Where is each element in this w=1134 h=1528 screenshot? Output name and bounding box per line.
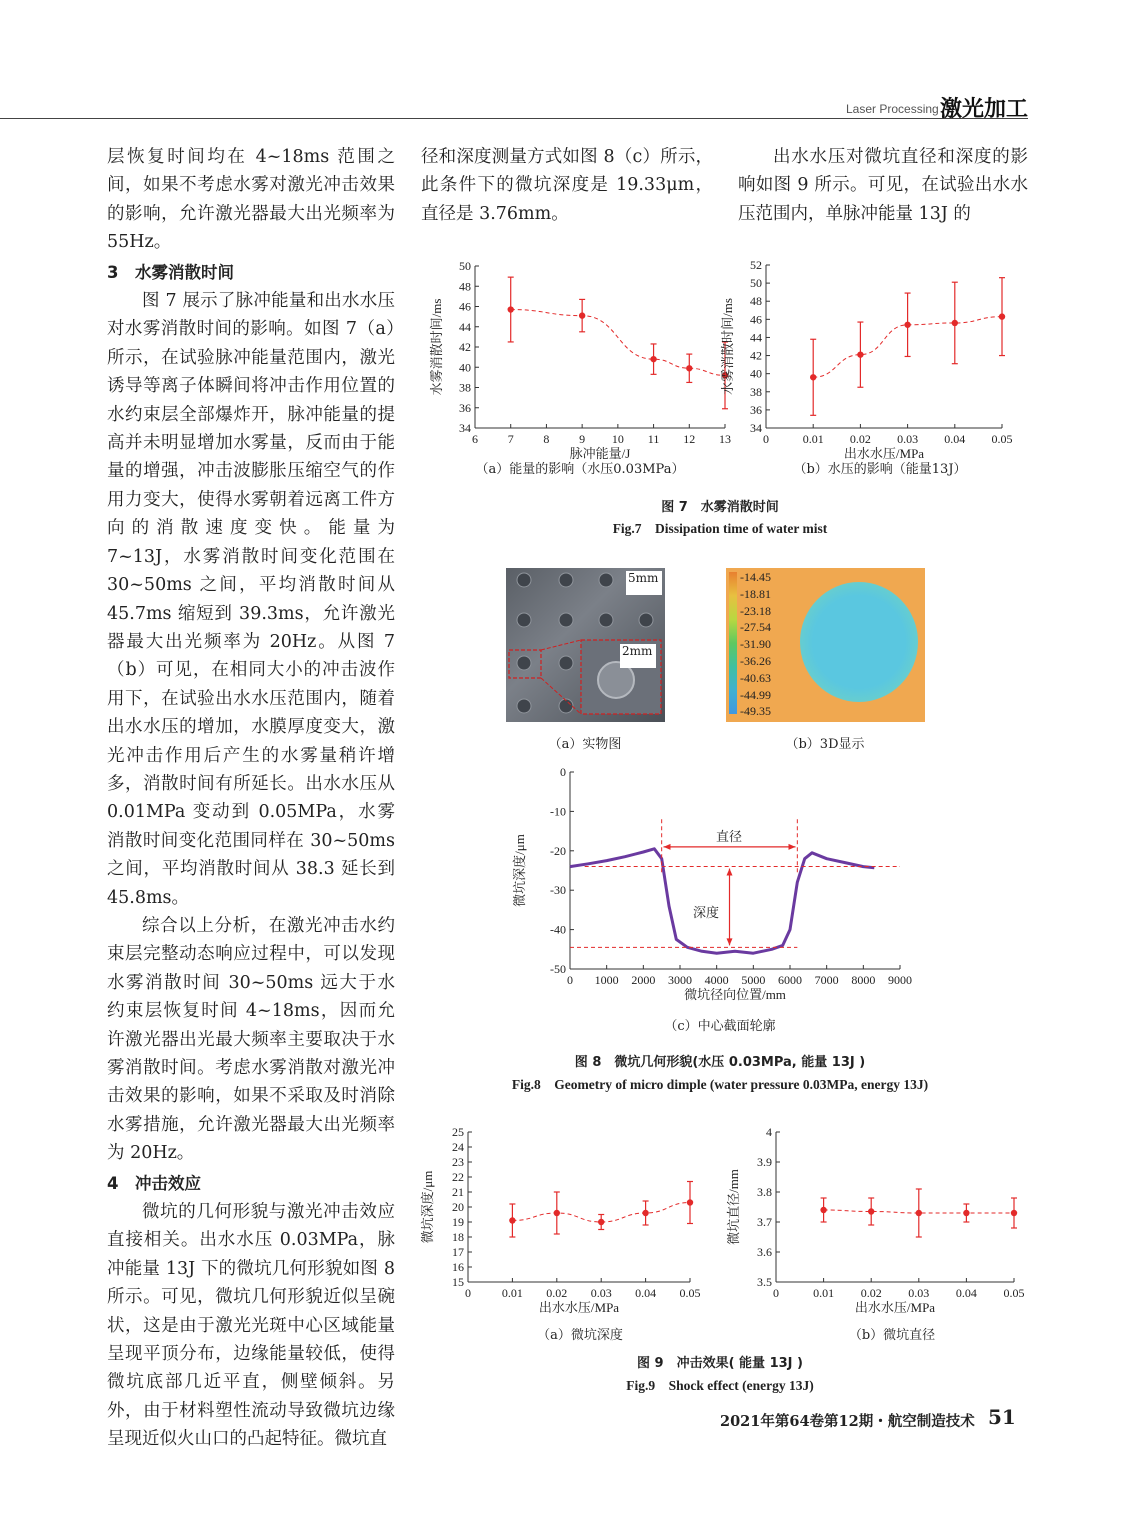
y-tick-label: 24 xyxy=(452,1140,464,1154)
y-tick-label: 44 xyxy=(750,330,762,345)
profile-line xyxy=(570,849,874,953)
y-tick-label: 46 xyxy=(750,312,762,327)
scale-bar-5mm: 5mm xyxy=(628,571,659,585)
x-tick-label: 0 xyxy=(763,432,769,446)
fig7a-chart xyxy=(425,255,731,480)
y-tick-label: 18 xyxy=(452,1230,464,1244)
dimple-3d xyxy=(800,582,918,702)
colorbar-tick-label: -40.63 xyxy=(740,670,771,685)
y-tick-label: 46 xyxy=(459,299,471,314)
y-tick-label: 48 xyxy=(459,279,471,294)
y-tick-label: 50 xyxy=(750,276,762,291)
y-tick-label: 3.5 xyxy=(757,1275,772,1289)
fig7b-caption: （b）水压的影响（能量13J） xyxy=(793,462,967,477)
y-tick-label: 36 xyxy=(459,400,471,415)
header-zh: 激光加工 xyxy=(940,97,1029,122)
x-tick-label: 7000 xyxy=(814,973,839,987)
paragraph: 层恢复时间均在 4~18ms 范围之间，如果不考虑水雾对激光冲击效果的影响，允许激光器最大出光频率为 55Hz。 xyxy=(107,147,395,253)
data-point xyxy=(963,1210,969,1216)
x-tick-label: 0.01 xyxy=(802,432,824,446)
x-tick-label: 8000 xyxy=(851,973,876,987)
y-tick-label: 36 xyxy=(750,402,762,417)
colorbar-tick-label: -44.99 xyxy=(740,687,771,702)
y-tick-label: 40 xyxy=(459,360,471,375)
header-en: Laser Processing xyxy=(846,102,939,116)
fig7a-caption: （a）能量的影响（水压0.03MPa） xyxy=(475,462,685,477)
fig7b-chart xyxy=(720,255,1020,480)
paragraph: 径和深度测量方式如图 8（c）所示，此条件下的微坑深度是 19.33μm，直径是 3.76mm。 xyxy=(421,147,713,224)
y-axis-label: 微坑深度/μm xyxy=(512,834,527,907)
fig8c-depth-label: 深度 xyxy=(693,906,720,921)
diameter-arrowhead xyxy=(789,844,796,850)
depth-arrowhead xyxy=(727,869,733,876)
x-axis-label: 出水水压/MPa xyxy=(854,1300,936,1315)
fig8a-caption: （a）实物图 xyxy=(548,737,622,752)
x-tick-label: 6 xyxy=(472,432,478,446)
x-tick-label: 10 xyxy=(611,432,624,446)
colorbar xyxy=(729,572,737,714)
y-tick-label: 38 xyxy=(750,384,762,399)
x-tick-label: 0.03 xyxy=(897,432,919,446)
fig8a-photo xyxy=(506,568,665,722)
fig8c-diameter-label: 直径 xyxy=(716,830,743,845)
paragraph: 微坑的几何形貌与激光冲击效应直接相关。出水水压 0.03MPa，脉冲能量 13J 下的微坑几何形貌如图 8 所示。可见，微坑几何形貌近似呈碗状，这是由于激光光斑中心区域能量呈现平顶分布，边缘能量较低，使得微坑底部几近平直，侧壁倾斜。另外，由于材料塑性流动导致微坑边缘呈现近似火山口的凸起特征。微坑直 xyxy=(107,1202,395,1450)
footer-journal: 2021年第64卷第12期・航空制造技术 xyxy=(720,1413,975,1430)
data-point xyxy=(687,1199,693,1205)
data-point xyxy=(554,1210,560,1216)
y-tick-label: -40 xyxy=(550,922,566,937)
paragraph: 综合以上分析，在激光冲击水约束层完整动态响应过程中，可以发现水雾消散时间 30~50ms 远大于水约束层恢复时间 4~18ms，因而允许激光器出光最大频率主要取决于水雾消散时间。考虑水雾消散对激光冲击效果的影响，如果不采取及时消除水雾措施，允许激光器最大出光频率为 20Hz。 xyxy=(107,915,395,1164)
x-axis-label: 出水水压/MPa xyxy=(538,1300,620,1315)
body-column-left xyxy=(107,143,395,1454)
fig8-caption-zh: 图 8 微坑几何形貌(水压 0.03MPa, 能量 13J ) xyxy=(574,1055,866,1070)
page-number: 51 xyxy=(988,1405,1016,1429)
y-tick-label: 21 xyxy=(452,1185,464,1199)
colorbar-tick-label: -31.90 xyxy=(740,637,771,652)
y-tick-label: 0 xyxy=(560,765,566,779)
fig9a-caption: （a）微坑深度 xyxy=(537,1328,623,1343)
data-point xyxy=(857,351,863,357)
fig7-caption-zh: 图 7 水雾消散时间 xyxy=(661,500,779,515)
section-heading: 3 水雾消散时间 xyxy=(107,262,234,282)
y-tick-label: 25 xyxy=(452,1125,464,1139)
fig7-caption-en: Fig.7 Dissipation time of water mist xyxy=(612,521,828,536)
x-tick-label: 1000 xyxy=(594,973,619,987)
y-tick-label: 22 xyxy=(452,1170,464,1184)
x-tick-label: 7 xyxy=(507,432,514,446)
data-point xyxy=(1011,1210,1017,1216)
data-point xyxy=(904,322,910,328)
colorbar-tick-label: -23.18 xyxy=(740,603,771,618)
data-point xyxy=(598,1219,604,1225)
y-tick-label: 20 xyxy=(452,1200,464,1214)
paragraph: 出水水压对微坑直径和深度的影响如图 9 所示。可见，在试验出水水压范围内，单脉冲能量 13J 的 xyxy=(738,147,1028,224)
x-tick-label: 0.05 xyxy=(679,1286,701,1300)
x-tick-label: 8 xyxy=(543,432,550,446)
y-tick-label: 19 xyxy=(452,1215,464,1229)
data-point xyxy=(868,1208,874,1214)
x-tick-label: 9000 xyxy=(888,973,912,987)
data-point xyxy=(686,365,692,371)
colorbar-tick-label: -49.35 xyxy=(740,704,771,719)
x-tick-label: 4000 xyxy=(704,973,729,987)
x-tick-label: 2000 xyxy=(631,973,656,987)
y-tick-label: 42 xyxy=(459,340,471,354)
x-tick-label: 0.03 xyxy=(590,1286,612,1300)
y-tick-label: 16 xyxy=(452,1260,464,1274)
data-point xyxy=(916,1210,922,1216)
x-tick-label: 0.01 xyxy=(501,1286,523,1300)
x-tick-label: 0 xyxy=(773,1286,779,1300)
y-tick-label: 42 xyxy=(750,348,762,363)
data-point xyxy=(820,1207,826,1213)
y-tick-label: 3.6 xyxy=(757,1245,772,1259)
section-heading: 4 冲击效应 xyxy=(107,1173,201,1193)
colorbar-tick-label: -27.54 xyxy=(740,620,771,635)
x-tick-label: 11 xyxy=(647,432,660,446)
y-tick-label: -20 xyxy=(550,843,566,858)
data-point xyxy=(952,320,958,326)
y-tick-label: 3.8 xyxy=(757,1185,772,1199)
x-tick-label: 5000 xyxy=(741,973,766,987)
x-tick-label: 0.04 xyxy=(635,1286,657,1300)
y-tick-label: 40 xyxy=(750,366,762,381)
y-axis-label: 水雾消散时间/ms xyxy=(720,298,735,395)
x-tick-label: 0.03 xyxy=(908,1286,930,1300)
x-tick-label: 0 xyxy=(465,1286,471,1300)
x-tick-label: 0.05 xyxy=(991,432,1013,446)
colorbar-tick-label: -14.45 xyxy=(740,570,771,584)
x-tick-label: 0.01 xyxy=(813,1286,835,1300)
scale-bar-2mm: 2mm xyxy=(622,644,653,658)
data-point xyxy=(810,374,816,380)
colorbar-tick-label: -36.26 xyxy=(740,654,771,668)
y-tick-label: 48 xyxy=(750,294,762,309)
y-tick-label: 3.9 xyxy=(757,1155,772,1169)
x-tick-label: 6000 xyxy=(778,973,802,987)
x-tick-label: 3000 xyxy=(668,973,692,987)
y-tick-label: 15 xyxy=(452,1275,464,1289)
y-axis-label: 水雾消散时间/ms xyxy=(429,298,444,396)
body-column-middle xyxy=(421,143,713,228)
fig8b-3d-view xyxy=(726,568,925,722)
y-tick-label: 34 xyxy=(750,421,762,435)
x-tick-label: 0.02 xyxy=(849,432,871,446)
x-axis-label: 出水水压/MPa xyxy=(843,446,925,461)
fig9b-chart xyxy=(725,1122,1025,1327)
y-tick-label: 23 xyxy=(452,1155,464,1169)
fig9-caption-zh: 图 9 冲击效果( 能量 13J ) xyxy=(637,1356,803,1371)
x-axis-label: 微坑径向位置/mm xyxy=(684,987,786,1002)
x-tick-label: 12 xyxy=(683,432,696,446)
fig9a-chart xyxy=(418,1122,718,1327)
data-point xyxy=(999,313,1005,319)
y-tick-label: -30 xyxy=(550,883,566,898)
x-tick-label: 0.02 xyxy=(546,1286,568,1300)
y-tick-label: 17 xyxy=(452,1245,464,1259)
y-tick-label: -50 xyxy=(550,962,566,976)
x-axis-label: 脉冲能量/J xyxy=(569,446,631,461)
data-point xyxy=(579,312,585,318)
y-axis-label: 微坑深度/μm xyxy=(420,1170,435,1244)
y-axis-label: 微坑直径/mm xyxy=(726,1169,741,1245)
colorbar-tick-label: -18.81 xyxy=(740,586,771,601)
data-point xyxy=(650,356,656,362)
x-tick-label: 13 xyxy=(719,432,731,446)
x-tick-label: 0.02 xyxy=(860,1286,882,1300)
fig8b-caption: （b）3D显示 xyxy=(785,737,865,752)
y-tick-label: 3.7 xyxy=(757,1215,772,1229)
colorbar-labels xyxy=(740,568,790,722)
fig8-caption-en: Fig.8 Geometry of micro dimple (water pressure 0.03MPa, energy 13J) xyxy=(511,1077,929,1092)
x-tick-label: 0.04 xyxy=(944,432,966,446)
data-point xyxy=(509,1217,515,1223)
body-column-right xyxy=(738,143,1028,228)
header-rule xyxy=(0,118,1028,119)
y-tick-label: 44 xyxy=(459,319,471,334)
trend-line xyxy=(511,310,725,376)
y-tick-label: 52 xyxy=(750,258,762,272)
y-tick-label: 38 xyxy=(459,380,471,395)
x-tick-label: 9 xyxy=(579,432,586,446)
fig8c-chart xyxy=(506,760,926,1015)
y-tick-label: 50 xyxy=(459,259,471,273)
depth-arrowhead xyxy=(727,938,733,945)
x-tick-label: 0.04 xyxy=(955,1286,977,1300)
x-tick-label: 0.05 xyxy=(1003,1286,1025,1300)
y-tick-label: 4 xyxy=(766,1125,772,1139)
y-tick-label: 34 xyxy=(459,421,471,435)
y-tick-label: -10 xyxy=(550,804,566,819)
diameter-arrowhead xyxy=(664,844,671,850)
data-point xyxy=(642,1210,648,1216)
paragraph: 图 7 展示了脉冲能量和出水水压对水雾消散时间的影响。如图 7（a）所示，在试验脉冲能量范围内，激光诱导等离子体瞬间将冲击作用位置的水约束层全部爆炸开，脉冲能量的提高并未明显增加水雾量，反而由于能量的增强，冲击波膨胀压缩空气的作用力变大，使得水雾朝着远离工件方向的消散速度变快。能量为 7~13J，水雾消散时间变化范围在 30~50ms 之间，平均消散时间从 45.7ms 缩短到 39.3ms，允许激光器最大出光频率为 20Hz。从图 7（b）可见，在相同大小的冲击波作用下，在试验出水水压范围内，随着出水水压的增加，水膜厚度变大，激光冲击作用后产生的水雾量稍许增多，消散时间有所延长。出水水压从 0.01MPa 变动到 0.05MPa，水雾消散时间变化范围同样在 30~50ms 之间，平均消散时间从 38.3 延长到 45.8ms。 xyxy=(107,291,395,908)
data-point xyxy=(508,306,514,312)
fig9b-caption: （b）微坑直径 xyxy=(848,1328,936,1343)
fig8c-caption: （c）中心截面轮廓 xyxy=(664,1019,776,1034)
fig9-caption-en: Fig.9 Shock effect (energy 13J) xyxy=(626,1378,814,1393)
x-tick-label: 0 xyxy=(567,973,573,987)
